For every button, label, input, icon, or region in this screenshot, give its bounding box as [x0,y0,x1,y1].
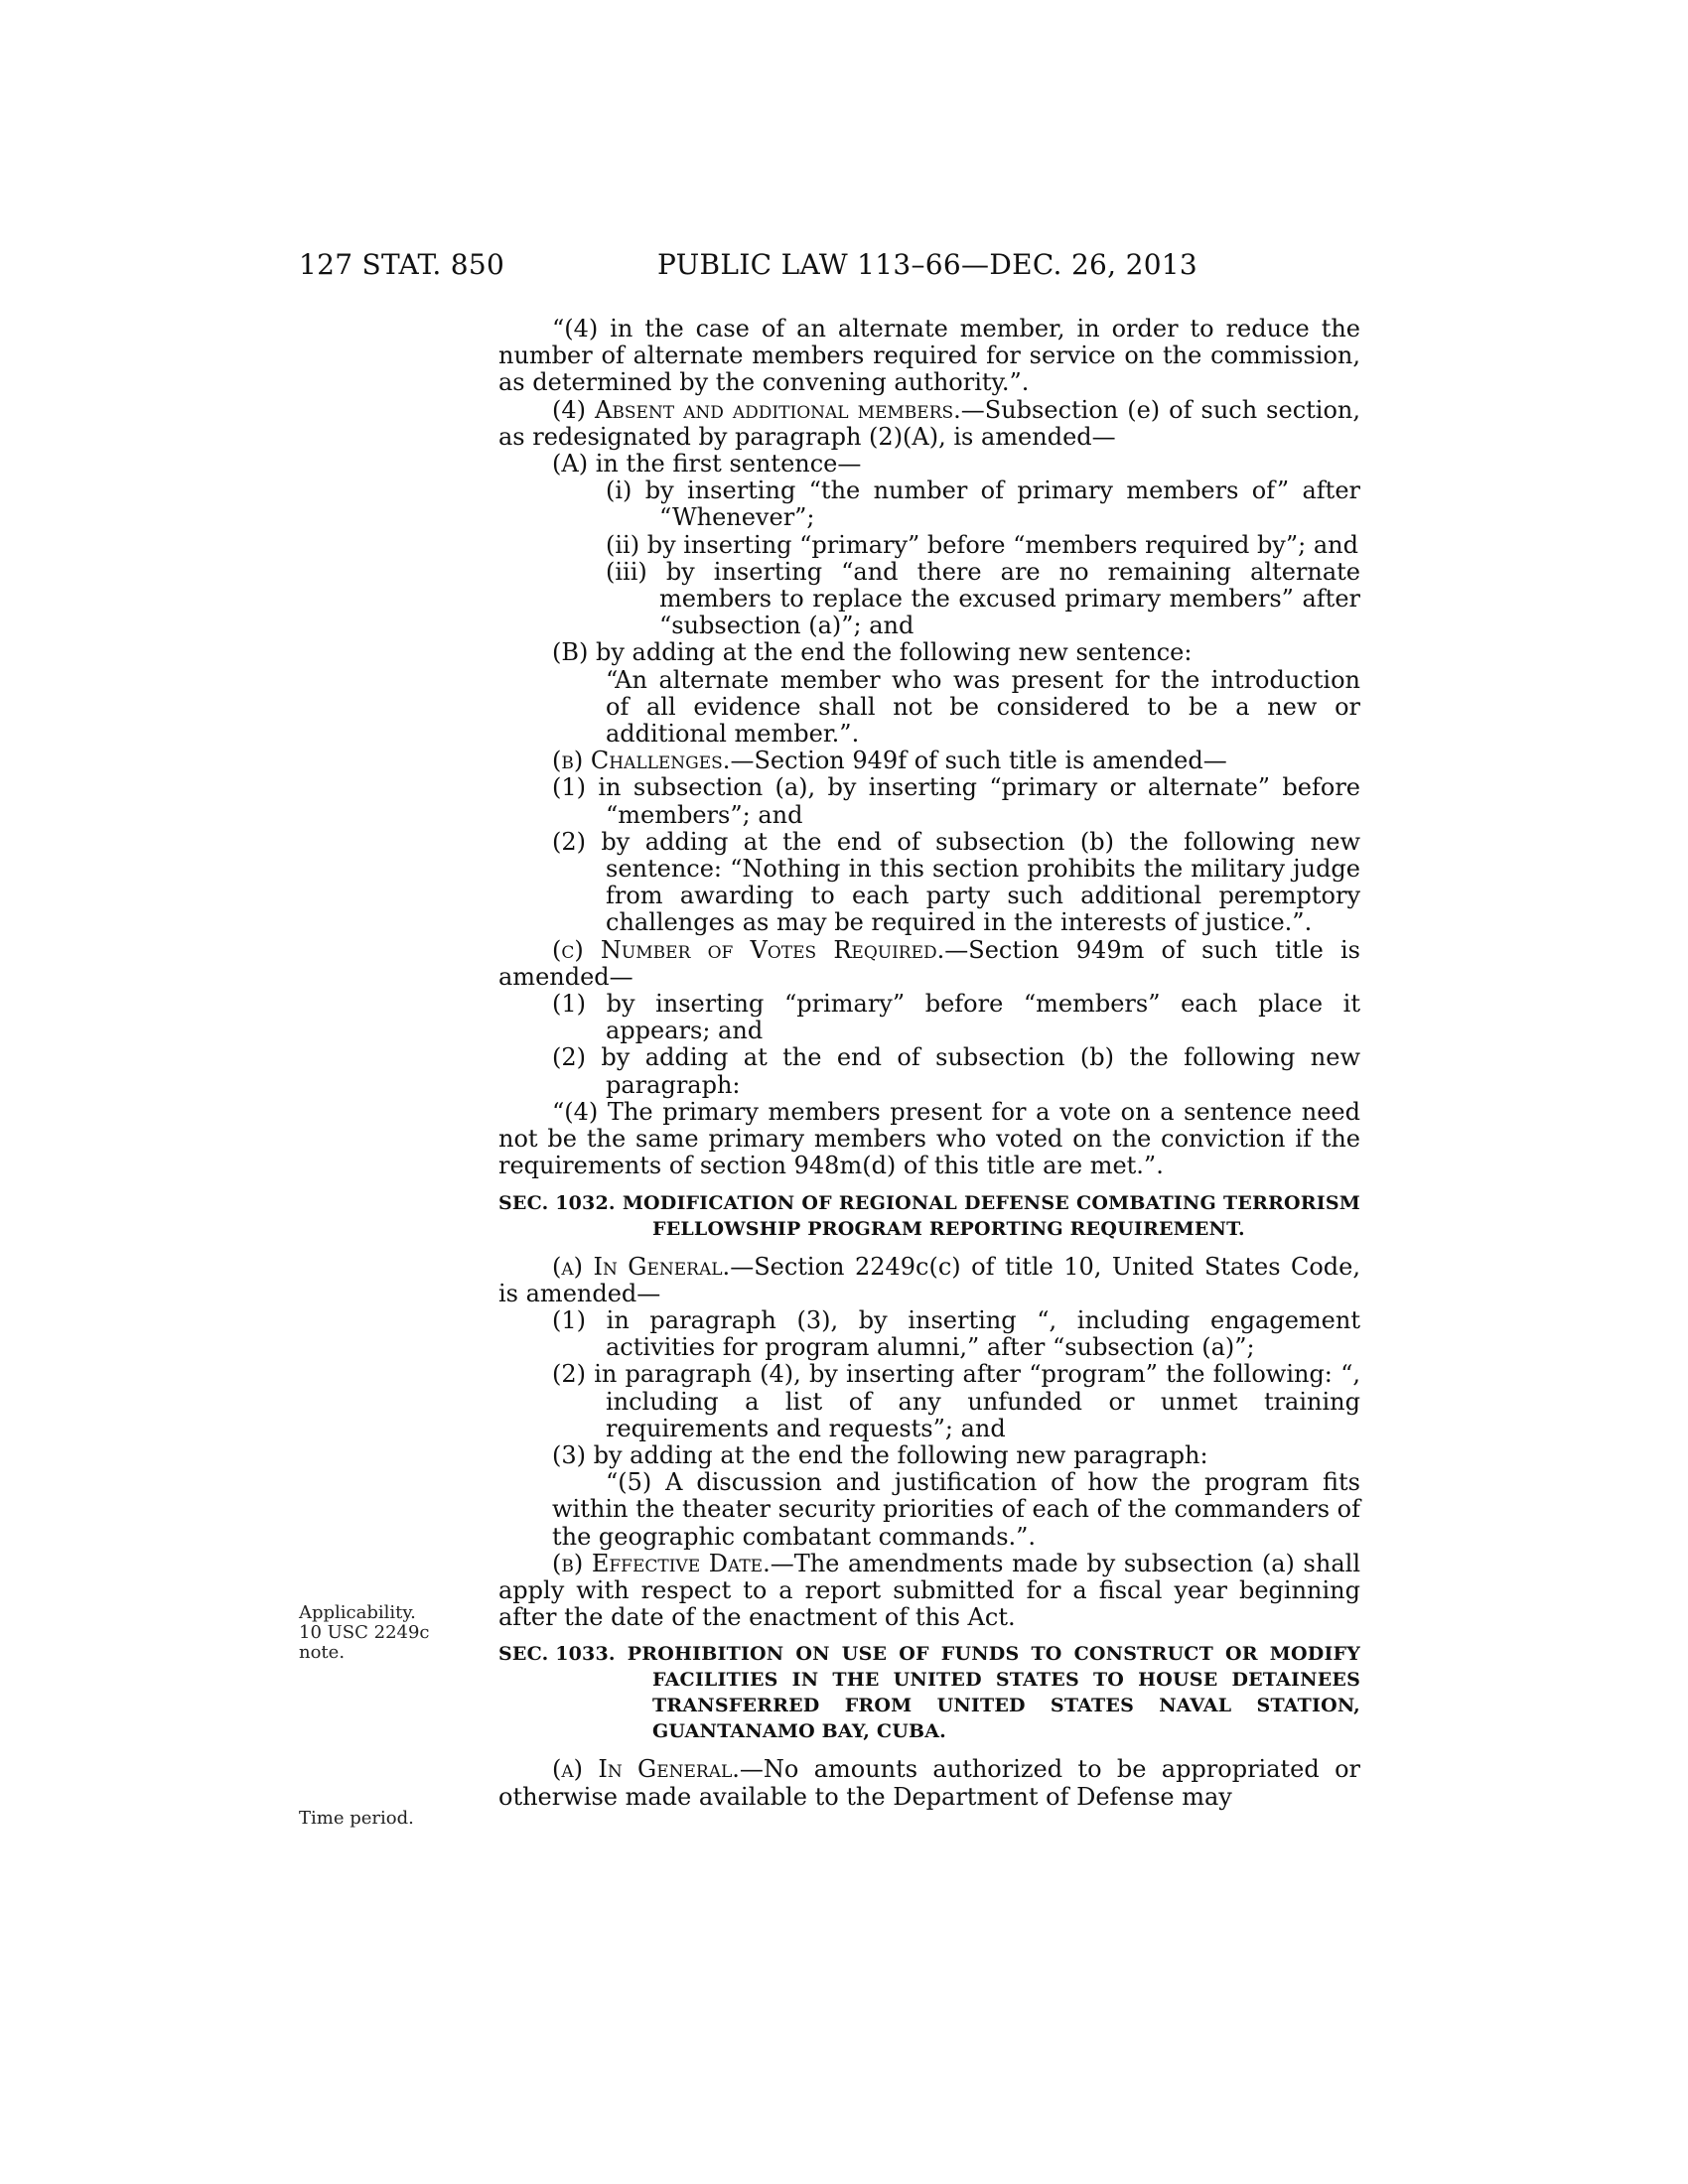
running-header [0,248,1688,288]
body-text [498,316,1360,1811]
section-title: MODIFICATION OF REGIONAL DEFENSE COMBATING TERRORISM FELLOWSHIP PROGRAM REPORTING REQUIREMENT. [622,1191,1360,1240]
section-title: PROHIBITION ON USE OF FUNDS TO CONSTRUCT OR MODIFY FACILITIES IN THE UNITED STATES TO HOUSE DETAINEES TRANSFERRED FROM UNITED STATES NAVAL STATION, GUANTANAMO BAY, CUBA. [627,1643,1360,1743]
paragraph: (i) by inserting “the number of primary members of” after “Whenever”; [606,477,1360,532]
paragraph: “(5) A discussion and justification of how the program fits within the theater security priorities of each of the commanders of the geographic combatant commands.”. [552,1468,1360,1551]
paragraph: (1) in paragraph (3), by inserting “, including engagement activities for program alumni,” after “subsection (a)”; [552,1305,1360,1362]
paragraph: “An alternate member who was present for the introduction of all evidence shall not be considered to be a new or additional member.”. [606,665,1360,749]
paragraph-heading: (b) Challenges. [552,747,731,775]
paragraph: (1) in subsection (a), by inserting “primary or alternate” before “members”; and [552,773,1360,829]
section-heading-1033 [498,1641,1360,1744]
paragraph: (2) in paragraph (4), by inserting after “program” the following: “, including a list of any unfunded or unmet training requirements and requests”; and [552,1360,1360,1442]
paragraph: (A) in the first sentence— [552,450,862,478]
paragraph [498,748,1360,774]
margin-note-line: Applicability. [299,1602,416,1623]
paragraph [498,1756,1360,1810]
law-title: PUBLIC LAW 113–66—DEC. 26, 2013 [657,248,1198,281]
margin-note-line: note. [299,1642,346,1663]
paragraph: (2) by adding at the end of subsection (b) the following new paragraph: [552,1043,1360,1099]
margin-note-applicability [299,1603,478,1663]
paragraph [498,397,1360,451]
paragraph-text: —Section 949m of such title is amended— [498,935,1360,991]
paragraph-heading: (b) Effective Date. [552,1549,771,1577]
paragraph-heading: (4) Absent and additional members. [552,395,961,424]
paragraph [498,1254,1360,1307]
paragraph-text: —No amounts authorized to be appropriated or otherwise made available to the Department of Defense may [498,1755,1361,1811]
section-heading-1032 [498,1190,1360,1242]
section-number: SEC. 1032. [498,1191,616,1214]
paragraph-heading: (a) In General. [552,1755,740,1784]
paragraph-text: —Section 949f of such title is amended— [730,747,1227,775]
paragraph: (3) by adding at the end the following new paragraph: [552,1440,1208,1469]
margin-note-time-period [299,1809,478,1829]
page-reference: 127 STAT. 850 [299,248,505,281]
paragraph: (2) by adding at the end of subsection (b) the following new sentence: “Nothing in this section prohibits the military judge from awarding to each party such additional peremptory challenges as may be required in the interests of justice.”. [552,827,1360,937]
paragraph: (ii) by inserting “primary” before “members required by”; and [606,530,1358,559]
section-number: SEC. 1033. [498,1643,616,1666]
paragraph: (B) by adding at the end the following new sentence: [552,638,1193,667]
paragraph-heading: (c) Number of Votes Required. [552,935,945,964]
paragraph-text: —Section 2249c(c) of title 10, United States Code, is amended— [498,1252,1361,1307]
paragraph [498,1551,1360,1632]
paragraph-text: —The amendments made by subsection (a) shall apply with respect to a report submitted for a fiscal year beginning after the date of the enactment of this Act. [498,1549,1360,1632]
paragraph: “(4) The primary members present for a vote on a sentence need not be the same primary members who voted on the conviction if the requirements of section 948m(d) of this title are met.”. [498,1097,1360,1180]
margin-note-line: 10 USC 2249c [299,1622,430,1643]
paragraph: (iii) by inserting “and there are no remaining alternate members to replace the excused primary members” after “subsection (a)”; and [606,557,1360,640]
paragraph [498,937,1360,991]
paragraph-text: —Subsection (e) of such section, as redesignated by paragraph (2)(A), is amended— [498,395,1360,451]
paragraph: (1) by inserting “primary” before “members” each place it appears; and [552,990,1360,1045]
paragraph: “(4) in the case of an alternate member, in order to reduce the number of alternate members required for service on the commission, as determined by the convening authority.”. [498,315,1360,397]
margin-note-line: Time period. [299,1808,414,1829]
paragraph-heading: (a) In General. [552,1252,731,1281]
